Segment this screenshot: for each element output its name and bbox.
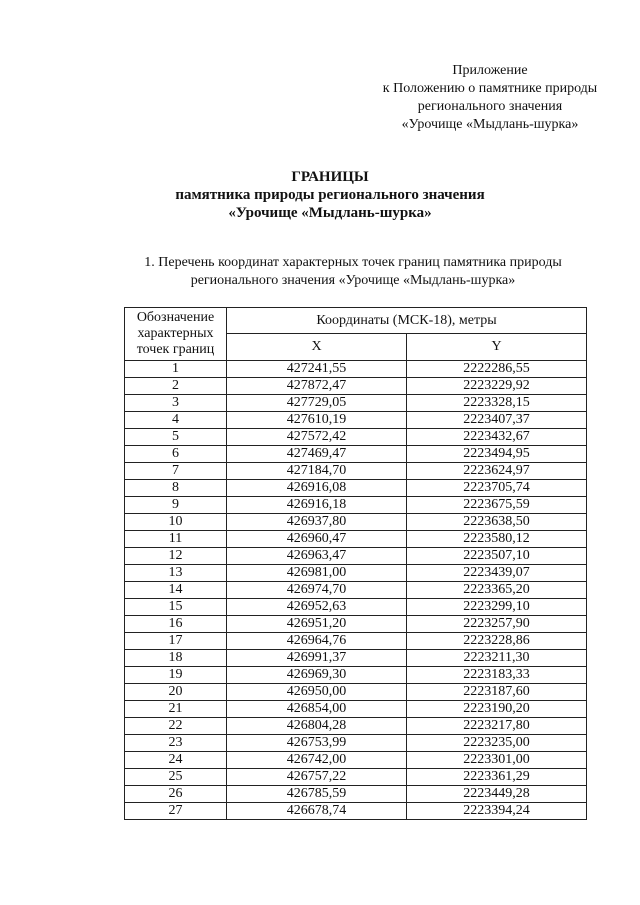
header-points-line: характерных <box>137 326 214 341</box>
point-number-cell: 9 <box>125 497 227 514</box>
point-number-cell: 10 <box>125 514 227 531</box>
x-coordinate-cell: 427610,19 <box>227 412 407 429</box>
table-row <box>125 446 587 463</box>
coordinates-table <box>124 307 587 820</box>
point-number-cell: 5 <box>125 429 227 446</box>
point-number-cell: 14 <box>125 582 227 599</box>
document-title <box>0 168 640 222</box>
x-coordinate-cell: 426678,74 <box>227 803 407 820</box>
table-row <box>125 769 587 786</box>
x-coordinate-cell: 426804,28 <box>227 718 407 735</box>
section-heading <box>0 254 640 290</box>
y-coordinate-cell: 2223183,33 <box>407 667 587 684</box>
table-row <box>125 463 587 480</box>
point-number-cell: 13 <box>125 565 227 582</box>
x-coordinate-cell: 426950,00 <box>227 684 407 701</box>
table-row <box>125 480 587 497</box>
point-number-cell: 18 <box>125 650 227 667</box>
x-coordinate-cell: 426951,20 <box>227 616 407 633</box>
x-coordinate-cell: 426753,99 <box>227 735 407 752</box>
x-coordinate-cell: 426952,63 <box>227 599 407 616</box>
table-row <box>125 565 587 582</box>
header-points-line: точек границ <box>136 342 215 357</box>
y-coordinate-cell: 2223507,10 <box>407 548 587 565</box>
x-coordinate-cell: 426916,08 <box>227 480 407 497</box>
title-line: «Урочище «Мыдлань-шурка» <box>228 205 432 221</box>
y-coordinate-cell: 2223299,10 <box>407 599 587 616</box>
table-row <box>125 616 587 633</box>
section-line: регионального значения «Урочище «Мыдлань-шурка» <box>190 273 516 288</box>
x-coordinate-cell: 426757,22 <box>227 769 407 786</box>
table-body <box>125 361 587 820</box>
table-row <box>125 718 587 735</box>
x-coordinate-cell: 426854,00 <box>227 701 407 718</box>
table-row <box>125 514 587 531</box>
table-row <box>125 599 587 616</box>
x-coordinate-cell: 426742,00 <box>227 752 407 769</box>
point-number-cell: 25 <box>125 769 227 786</box>
x-coordinate-cell: 426964,76 <box>227 633 407 650</box>
point-number-cell: 2 <box>125 378 227 395</box>
y-coordinate-cell: 2223187,60 <box>407 684 587 701</box>
point-number-cell: 19 <box>125 667 227 684</box>
y-coordinate-cell: 2223624,97 <box>407 463 587 480</box>
y-coordinate-cell: 2223494,95 <box>407 446 587 463</box>
x-coordinate-cell: 426785,59 <box>227 786 407 803</box>
point-number-cell: 17 <box>125 633 227 650</box>
y-coordinate-cell: 2223217,80 <box>407 718 587 735</box>
table-row <box>125 531 587 548</box>
y-coordinate-cell: 2223638,50 <box>407 514 587 531</box>
table-row <box>125 752 587 769</box>
point-number-cell: 7 <box>125 463 227 480</box>
point-number-cell: 21 <box>125 701 227 718</box>
y-coordinate-cell: 2223328,15 <box>407 395 587 412</box>
table-row <box>125 395 587 412</box>
x-coordinate-cell: 426960,47 <box>227 531 407 548</box>
appendix-line: регионального значения <box>417 99 563 114</box>
y-coordinate-cell: 2223190,20 <box>407 701 587 718</box>
point-number-cell: 22 <box>125 718 227 735</box>
y-coordinate-cell: 2223257,90 <box>407 616 587 633</box>
point-number-cell: 15 <box>125 599 227 616</box>
y-coordinate-cell: 2222286,55 <box>407 361 587 378</box>
point-number-cell: 8 <box>125 480 227 497</box>
table-row <box>125 786 587 803</box>
table-row <box>125 497 587 514</box>
point-number-cell: 26 <box>125 786 227 803</box>
table-header <box>125 308 587 361</box>
header-x: X <box>227 334 407 361</box>
point-number-cell: 3 <box>125 395 227 412</box>
x-coordinate-cell: 426969,30 <box>227 667 407 684</box>
header-y: Y <box>407 334 587 361</box>
table-row <box>125 633 587 650</box>
header-points <box>125 308 227 361</box>
x-coordinate-cell: 426916,18 <box>227 497 407 514</box>
appendix-line: «Урочище «Мыдлань-шурка» <box>401 117 579 132</box>
y-coordinate-cell: 2223229,92 <box>407 378 587 395</box>
y-coordinate-cell: 2223675,59 <box>407 497 587 514</box>
y-coordinate-cell: 2223211,30 <box>407 650 587 667</box>
y-coordinate-cell: 2223361,29 <box>407 769 587 786</box>
point-number-cell: 16 <box>125 616 227 633</box>
y-coordinate-cell: 2223301,00 <box>407 752 587 769</box>
x-coordinate-cell: 427241,55 <box>227 361 407 378</box>
table-row <box>125 667 587 684</box>
table-row <box>125 650 587 667</box>
header-coordinates: Координаты (МСК-18), метры <box>227 308 587 334</box>
y-coordinate-cell: 2223365,20 <box>407 582 587 599</box>
y-coordinate-cell: 2223407,37 <box>407 412 587 429</box>
table-row <box>125 735 587 752</box>
x-coordinate-cell: 427872,47 <box>227 378 407 395</box>
y-coordinate-cell: 2223705,74 <box>407 480 587 497</box>
section-line: 1. Перечень координат характерных точек границ памятника природы <box>144 255 562 270</box>
point-number-cell: 27 <box>125 803 227 820</box>
table-row <box>125 684 587 701</box>
point-number-cell: 6 <box>125 446 227 463</box>
appendix-note <box>340 62 640 134</box>
point-number-cell: 11 <box>125 531 227 548</box>
x-coordinate-cell: 426974,70 <box>227 582 407 599</box>
table-row <box>125 803 587 820</box>
x-coordinate-cell: 427469,47 <box>227 446 407 463</box>
table-row <box>125 361 587 378</box>
appendix-line: Приложение <box>452 63 528 78</box>
point-number-cell: 24 <box>125 752 227 769</box>
y-coordinate-cell: 2223228,86 <box>407 633 587 650</box>
table-row <box>125 548 587 565</box>
x-coordinate-cell: 426981,00 <box>227 565 407 582</box>
y-coordinate-cell: 2223432,67 <box>407 429 587 446</box>
x-coordinate-cell: 426991,37 <box>227 650 407 667</box>
point-number-cell: 23 <box>125 735 227 752</box>
y-coordinate-cell: 2223449,28 <box>407 786 587 803</box>
table-row <box>125 582 587 599</box>
y-coordinate-cell: 2223394,24 <box>407 803 587 820</box>
table-row <box>125 701 587 718</box>
x-coordinate-cell: 427729,05 <box>227 395 407 412</box>
y-coordinate-cell: 2223439,07 <box>407 565 587 582</box>
table-row <box>125 378 587 395</box>
header-points-line: Обозначение <box>136 310 215 325</box>
title-line: памятника природы регионального значения <box>175 187 485 203</box>
x-coordinate-cell: 426937,80 <box>227 514 407 531</box>
x-coordinate-cell: 426963,47 <box>227 548 407 565</box>
point-number-cell: 20 <box>125 684 227 701</box>
x-coordinate-cell: 427572,42 <box>227 429 407 446</box>
x-coordinate-cell: 427184,70 <box>227 463 407 480</box>
point-number-cell: 1 <box>125 361 227 378</box>
table-row <box>125 429 587 446</box>
y-coordinate-cell: 2223580,12 <box>407 531 587 548</box>
table-row <box>125 412 587 429</box>
y-coordinate-cell: 2223235,00 <box>407 735 587 752</box>
point-number-cell: 4 <box>125 412 227 429</box>
point-number-cell: 12 <box>125 548 227 565</box>
appendix-line: к Положению о памятнике природы <box>382 81 598 96</box>
title-line: ГРАНИЦЫ <box>291 169 369 185</box>
